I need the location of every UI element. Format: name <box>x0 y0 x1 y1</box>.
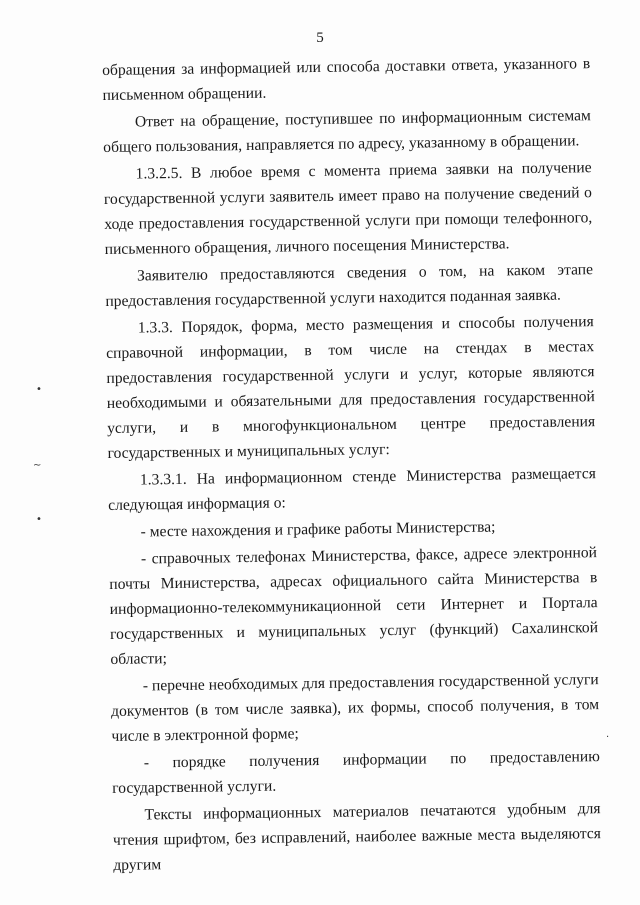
list-item: - порядке получения информации по предоставлению государственной услуги. <box>112 748 600 797</box>
page-number: 5 <box>316 30 324 46</box>
scan-mark: • <box>36 384 42 395</box>
body-text <box>102 51 601 878</box>
paragraph: 1.3.3.1. На информационном стенде Министерства размещается следующая информация о: <box>108 465 596 514</box>
paragraph: обращения за информацией или способа доставки ответа, указанного в письменном обращении. <box>102 55 591 104</box>
paragraph: 1.3.2.5. В любое время с момента приема заявки на получение государственной услуги заявитель имеет право на получение сведений о ходе предоставления государственной услуги при помощи телефонного, письменного обращения, личного посещения Министерства. <box>103 159 593 258</box>
list-item: - перечне необходимых для предоставления государственной услуги документов (в том числе заявка), их формы, способ получения, в том числе в электронной форме; <box>111 671 600 745</box>
paragraph: Тексты информационных материалов печатаются удобным для чтения шрифтом, без исправлений, наиболее важные места выделяются другим <box>112 800 601 874</box>
scan-mark: • <box>36 514 42 525</box>
list-item: - месте нахождения и графике работы Министерства; <box>140 518 496 541</box>
paragraph: 1.3.3. Порядок, форма, место размещения и способы получения справочной информации, в том числе на стендах в местах предоставления государственной услуги и услуг, которые являются необходимыми и обязательными для предоставления государственной услуги, и в многофункциональном центре предоставления государственных и муниципальных услуг: <box>106 313 596 462</box>
paragraph: Ответ на обращение, поступившее по информационным системам общего пользования, направляется по адресу, указанному в обращении. <box>103 107 591 156</box>
paragraph: Заявителю предоставляются сведения о том, на каком этапе предоставления государственной услуги находится поданная заявка. <box>105 261 594 310</box>
scan-mark: · <box>606 732 610 743</box>
scan-mark: ∼ <box>33 460 42 471</box>
list-item: - справочных телефонах Министерства, факсе, адресе электронной почты Министерства, адресах официального сайта Министерства в информационно-телекоммуникационной сети Интернет и Портала государственных и муниципальных услуг (функций) Сахалинской области; <box>109 544 599 668</box>
